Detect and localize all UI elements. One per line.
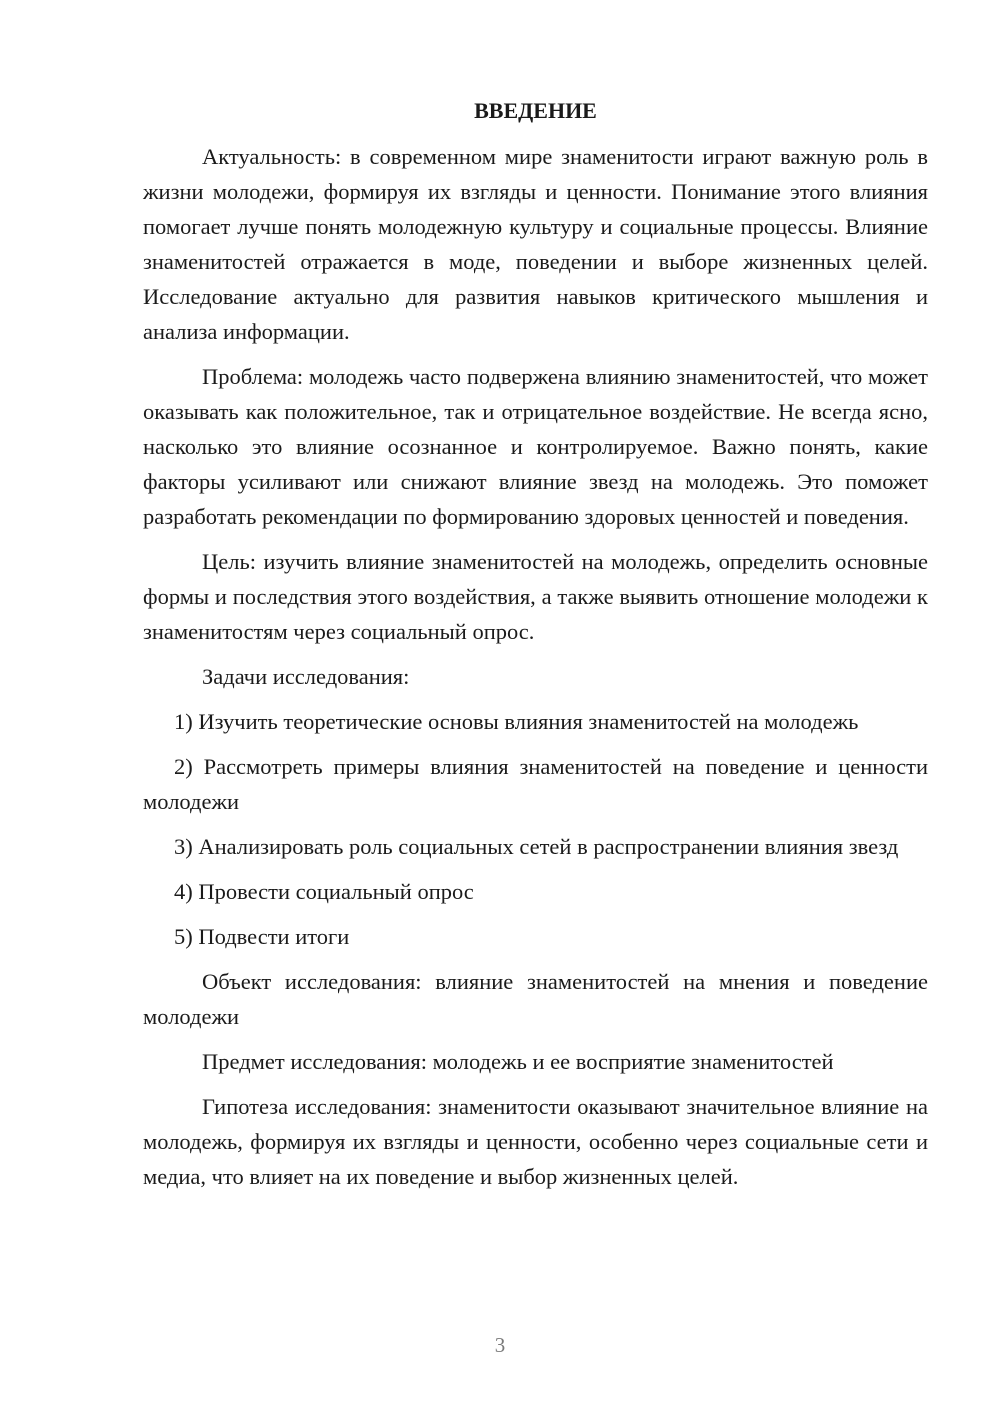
problem-paragraph: Проблема: молодежь часто подвержена влиянию знаменитостей, что может оказывать как положительное, так и отрицательное воздействие. Не всегда ясно, насколько это влияние осознанное и контролируемое. Важно понять, какие факторы усиливают или снижают влияние звезд на молодежь. Это поможет разработать рекомендации по формированию здоровых ценностей и поведения. — [143, 364, 928, 529]
hypothesis-paragraph: Гипотеза исследования: знаменитости оказывают значительное влияние на молодежь, формируя их взгляды и ценности, особенно через социальные сети и медиа, что влияет на их поведение и выбор жизненных целей. — [143, 1094, 928, 1189]
task-item-2: 2) Рассмотреть примеры влияния знаменитостей на поведение и ценности молодежи — [143, 754, 928, 814]
task-item-4: 4) Провести социальный опрос — [174, 879, 474, 904]
document-page — [143, 94, 928, 1204]
subject-paragraph: Предмет исследования: молодежь и ее восприятие знаменитостей — [202, 1049, 834, 1074]
goal-paragraph: Цель: изучить влияние знаменитостей на молодежь, определить основные формы и последствия этого воздействия, а также выявить отношение молодежи к знаменитостям через социальный опрос. — [143, 549, 928, 644]
section-heading: ВВЕДЕНИЕ — [474, 98, 597, 123]
tasks-title: Задачи исследования: — [202, 664, 410, 689]
relevance-paragraph: Актуальность: в современном мире знаменитости играют важную роль в жизни молодежи, формируя их взгляды и ценности. Понимание этого влияния помогает лучше понять молодежную культуру и социальные процессы. Влияние знаменитостей отражается в моде, поведении и выборе жизненных целей. Исследование актуально для развития навыков критического мышления и анализа информации. — [143, 144, 928, 344]
task-item-1: 1) Изучить теоретические основы влияния знаменитостей на молодежь — [174, 709, 859, 734]
task-item-3: 3) Анализировать роль социальных сетей в распространении влияния звезд — [174, 834, 899, 859]
object-paragraph: Объект исследования: влияние знаменитостей на мнения и поведение молодежи — [143, 969, 928, 1029]
page-number: 3 — [494, 1333, 506, 1357]
task-item-5: 5) Подвести итоги — [174, 924, 350, 949]
